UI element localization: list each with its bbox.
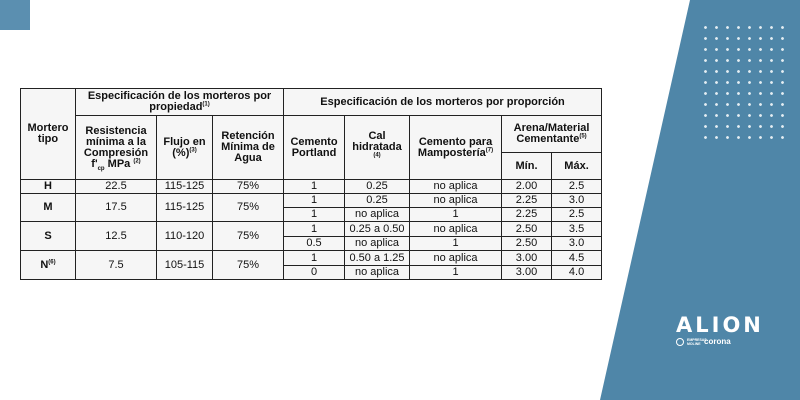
header-arena xyxy=(502,116,602,153)
cell-max: 4.0 xyxy=(552,266,602,280)
header-cemento-mamposteria xyxy=(410,116,502,180)
cell-max: 2.5 xyxy=(552,180,602,194)
cell-tipo-text: S xyxy=(44,229,52,242)
dot-pattern xyxy=(700,22,790,142)
cell-mamposteria: no aplica xyxy=(410,180,502,194)
header-cemento-portland: Cemento Portland xyxy=(284,116,345,180)
cell-min: 3.00 xyxy=(502,266,552,280)
header-resistencia-symbol: f' xyxy=(91,157,98,170)
cell-mamposteria: no aplica xyxy=(410,251,502,266)
cell-flujo: 110-120 xyxy=(157,222,213,251)
cell-min: 2.50 xyxy=(502,237,552,251)
cell-cal: no aplica xyxy=(345,266,410,280)
cell-portland: 1 xyxy=(284,222,345,237)
cell-portland: 0 xyxy=(284,266,345,280)
cell-flujo: 115-125 xyxy=(157,180,213,194)
cell-resistencia: 17.5 xyxy=(76,194,157,222)
cell-retencion: 75% xyxy=(213,251,284,280)
cell-mamposteria: 1 xyxy=(410,208,502,222)
header-flujo-text: Flujo en (%) xyxy=(163,135,206,159)
cell-resistencia: 7.5 xyxy=(76,251,157,280)
cell-retencion: 75% xyxy=(213,180,284,194)
header-propiedad xyxy=(76,89,284,116)
cell-tipo xyxy=(21,180,76,194)
cell-max: 3.0 xyxy=(552,237,602,251)
cell-mamposteria: no aplica xyxy=(410,194,502,208)
cell-min: 2.25 xyxy=(502,208,552,222)
table-row xyxy=(21,222,602,237)
header-arena-note: (5) xyxy=(579,133,587,140)
cell-mamposteria: 1 xyxy=(410,237,502,251)
cell-mamposteria: 1 xyxy=(410,266,502,280)
header-proporcion: Especificación de los morteros por proporción xyxy=(284,89,602,116)
header-arena-text: Arena/Material Cementante xyxy=(513,122,590,145)
cell-portland: 1 xyxy=(284,194,345,208)
cell-cal: 0.50 a 1.25 xyxy=(345,251,410,266)
cell-tipo xyxy=(21,194,76,222)
cell-cal: 0.25 a 0.50 xyxy=(345,222,410,237)
header-resistencia-sub: cp xyxy=(97,165,105,172)
cell-portland: 1 xyxy=(284,180,345,194)
header-resistencia xyxy=(76,116,157,180)
cell-portland: 1 xyxy=(284,251,345,266)
cell-retencion: 75% xyxy=(213,194,284,222)
header-resistencia-note: (2) xyxy=(133,157,141,164)
header-flujo xyxy=(157,116,213,180)
header-mortero-tipo: Mortero tipo xyxy=(21,89,76,180)
logo-wordmark: ALION xyxy=(676,313,764,337)
mortar-spec-table xyxy=(20,88,602,280)
header-propiedad-note: (1) xyxy=(202,101,210,108)
cell-retencion: 75% xyxy=(213,222,284,251)
cell-tipo-note: (6) xyxy=(48,258,56,265)
cell-cal: no aplica xyxy=(345,237,410,251)
logo-subline xyxy=(676,338,766,346)
cell-cal: no aplica xyxy=(345,208,410,222)
cell-max: 2.5 xyxy=(552,208,602,222)
cell-min: 2.00 xyxy=(502,180,552,194)
logo-corona-text: corona xyxy=(704,337,731,346)
table-row xyxy=(21,180,602,194)
table-row xyxy=(21,251,602,266)
cell-min: 3.00 xyxy=(502,251,552,266)
cell-portland: 1 xyxy=(284,208,345,222)
cell-tipo-text: H xyxy=(44,180,52,192)
cell-tipo xyxy=(21,222,76,251)
cell-cal: 0.25 xyxy=(345,194,410,208)
cell-flujo: 115-125 xyxy=(157,194,213,222)
header-cal-text: Cal hidratada xyxy=(352,130,402,153)
cell-tipo xyxy=(21,251,76,280)
header-cemento-mamposteria-text: Cemento para Mampostería xyxy=(417,135,493,159)
cell-max: 3.0 xyxy=(552,194,602,208)
cell-flujo: 105-115 xyxy=(157,251,213,280)
header-cal xyxy=(345,116,410,180)
header-flujo-note: (3) xyxy=(189,146,197,153)
cell-tipo-text: N xyxy=(40,258,49,271)
cell-max: 3.5 xyxy=(552,222,602,237)
cell-tipo-text: M xyxy=(43,201,53,213)
header-resistencia-text: Resistencia mínima a la Compresión xyxy=(83,124,149,159)
cell-portland: 0.5 xyxy=(284,237,345,251)
header-retencion: Retención Mínima de Agua xyxy=(213,116,284,180)
cell-resistencia: 12.5 xyxy=(76,222,157,251)
header-resistencia-unit: MPa xyxy=(107,157,131,170)
logo-small-text: EMPRESAS MOLINE xyxy=(687,338,707,346)
header-max: Máx. xyxy=(552,153,602,180)
table-row xyxy=(21,194,602,208)
header-cemento-mamposteria-note: (7) xyxy=(485,146,494,153)
cell-cal: 0.25 xyxy=(345,180,410,194)
header-min: Mín. xyxy=(502,153,552,180)
cell-min: 2.25 xyxy=(502,194,552,208)
mortar-spec-table-image xyxy=(20,88,601,280)
corona-mark-icon xyxy=(676,338,684,346)
cell-mamposteria: no aplica xyxy=(410,222,502,237)
cell-resistencia: 22.5 xyxy=(76,180,157,194)
header-cal-note: (4) xyxy=(373,152,381,159)
header-propiedad-text: Especificación de los morteros por propiedad xyxy=(87,90,272,113)
alion-logo xyxy=(676,314,766,346)
cell-max: 4.5 xyxy=(552,251,602,266)
cell-min: 2.50 xyxy=(502,222,552,237)
